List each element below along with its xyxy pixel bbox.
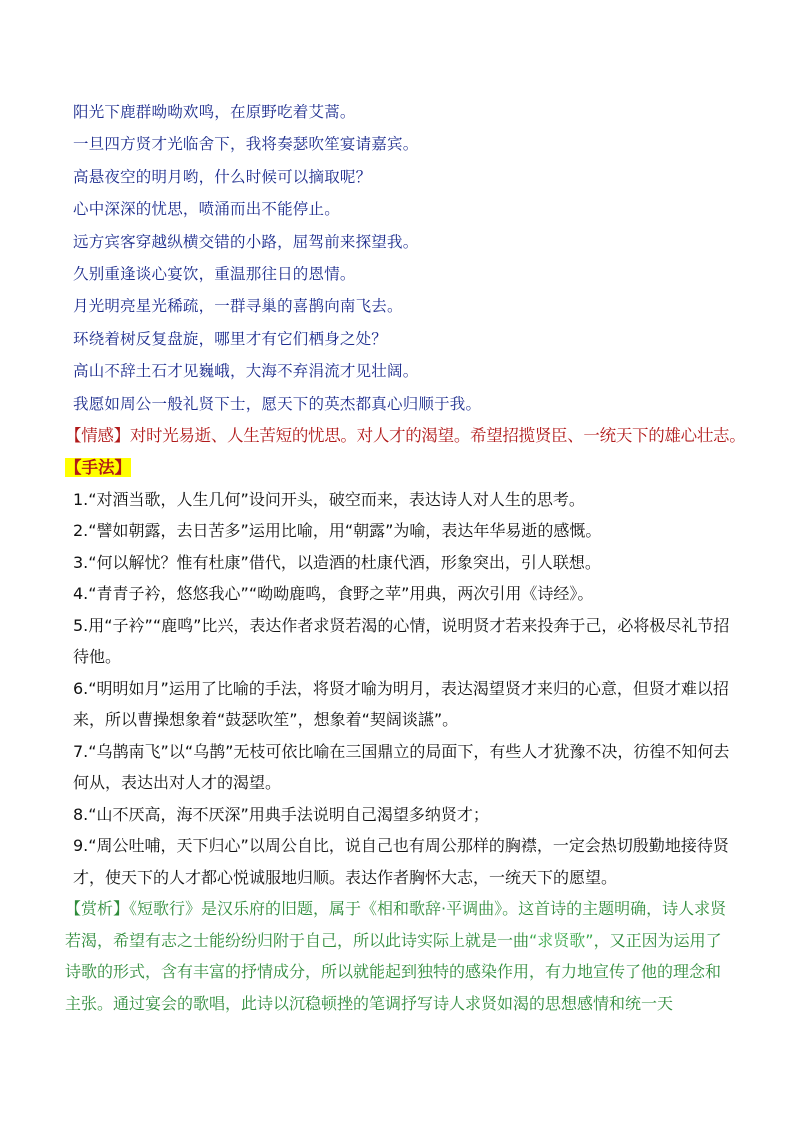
technique-list — [73, 484, 733, 894]
translation-line: 环绕着树反复盘旋，哪里才有它们栖身之处？ — [73, 329, 388, 348]
technique-item: 8.“山不厌高，海不厌深”用典手法说明自己渴望多纳贤才； — [73, 804, 489, 824]
translation-list — [73, 96, 733, 420]
appreciation-text: 《短歌行》是汉乐府的旧题，属于《相和歌辞·平调曲》。这首诗的主题明确，诗人求贤若渴，希望有志之士能纷纷归附于自己，所以此诗实际上就是一曲 — [65, 899, 727, 950]
technique-item: 5.用“子衿”“鹿鸣”比兴，表达作者求贤若渴的心情，说明贤才若来投奔于己，必将极尽礼节招待他。 — [73, 615, 730, 667]
translation-line: 心中深深的忧思，喷涌而出不能停止。 — [73, 200, 340, 219]
translation-line: 久别重逢谈心宴饮，重温那往日的恩情。 — [73, 264, 356, 283]
translation-line: 高山不辞土石才见巍峨，大海不弃涓流才见壮阔。 — [73, 362, 419, 381]
technique-item: 7.“乌鹊南飞”以“乌鹊”无枝可依比喻在三国鼎立的局面下，有些人才犹豫不决，彷徨不知何去何从，表达出对人才的渴望。 — [73, 741, 730, 793]
technique-heading — [65, 452, 733, 484]
technique-item: 6.“明明如月”运用了比喻的手法，将贤才喻为明月，表达渴望贤才来归的心意，但贤才难以招来，所以曹操想象着“鼓瑟吹笙”，想象着“契阔谈讌”。 — [73, 678, 729, 730]
translation-line: 高悬夜空的明月哟，什么时候可以摘取呢？ — [73, 167, 372, 186]
technique-tag: 【手法】 — [65, 457, 131, 477]
appreciation-text-continued: ，又正因为运用了诗歌的形式，含有丰富的抒情成分，所以就能起到独特的感染作用，有力地宣传了他的理念和主张。通过宴会的歌唱，此诗以沉稳顿挫的笔调抒写诗人求贤如渴的思想感情和统一天 — [65, 930, 722, 1013]
emotion-section — [65, 420, 746, 452]
emotion-tag: 【情感】 — [65, 425, 130, 445]
document-page — [65, 96, 746, 1019]
appreciation-section — [65, 893, 733, 1019]
technique-item: 2.“譬如朝露，去日苦多”运用比喻，用“朝露”为喻，表达年华易逝的感慨。 — [73, 521, 602, 541]
technique-item: 3.“何以解忧？惟有杜康”借代，以造酒的杜康代酒，形象突出，引人联想。 — [73, 552, 601, 572]
technique-item: 4.“青青子衿，悠悠我心”“呦呦鹿鸣，食野之苹”用典，两次引用《诗经》。 — [73, 584, 594, 604]
technique-item: 1.“对酒当歌，人生几何”设问开头，破空而来，表达诗人对人生的思考。 — [73, 489, 585, 509]
translation-line: 月光明亮星光稀疏，一群寻巢的喜鹊向南飞去。 — [73, 297, 403, 316]
translation-line: 一旦四方贤才光临舍下，我将奏瑟吹笙宴请嘉宾。 — [73, 135, 419, 154]
translation-line: 阳光下鹿群呦呦欢鸣，在原野吃着艾蒿。 — [73, 103, 356, 121]
technique-item: 9.“周公吐哺，天下归心”以周公自比，说自己也有周公那样的胸襟，一定会热切殷勤地接待贤才，使天下的人才都心悦诚服地归顺。表达作者胸怀大志，一统天下的愿望。 — [73, 836, 729, 887]
appreciation-tag: 【赏析】 — [65, 899, 130, 919]
appreciation-highlight: “求贤歌” — [529, 930, 594, 950]
translation-line: 我愿如周公一般礼贤下士，愿天下的英杰都真心归顺于我。 — [73, 394, 482, 413]
emotion-text: 对时光易逝、人生苦短的忧思。对人才的渴望。希望招揽贤臣、一统天下的雄心壮志。 — [129, 425, 746, 445]
translation-line: 远方宾客穿越纵横交错的小路，屈驾前来探望我。 — [73, 232, 419, 251]
